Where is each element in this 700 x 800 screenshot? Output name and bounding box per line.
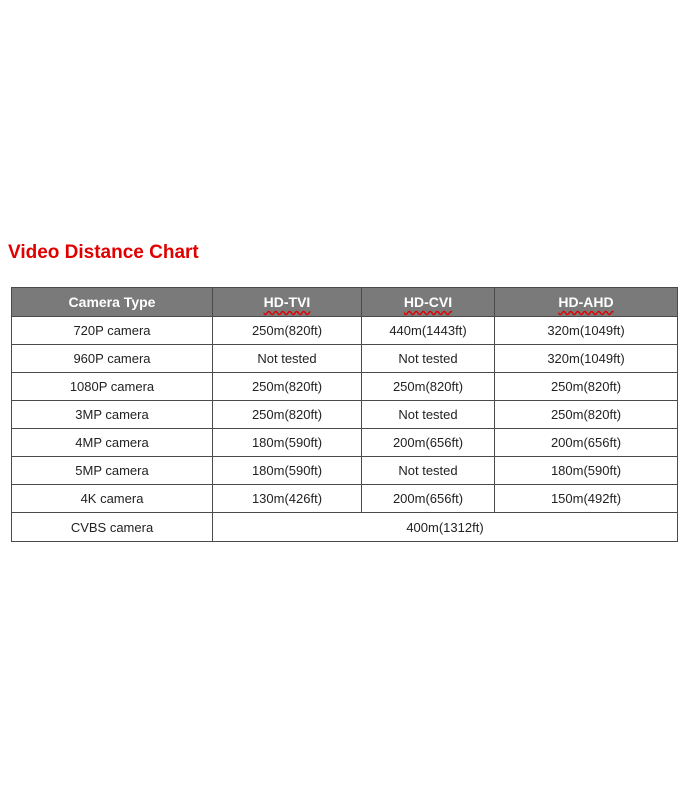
hd-cvi-cell: Not tested <box>362 401 495 429</box>
hd-cvi-cell: 200m(656ft) <box>362 429 495 457</box>
header-hd-cvi: HD-CVI <box>362 288 495 317</box>
table-row <box>12 345 678 373</box>
hd-cvi-cell: Not tested <box>362 457 495 485</box>
chart-title: Video Distance Chart <box>8 242 199 263</box>
hd-ahd-cell: 320m(1049ft) <box>495 317 678 345</box>
cvbs-distance-cell: 400m(1312ft) <box>213 513 678 542</box>
table-row <box>12 457 678 485</box>
table-row <box>12 373 678 401</box>
hd-ahd-cell: 180m(590ft) <box>495 457 678 485</box>
header-camera-type: Camera Type <box>12 288 213 317</box>
hd-cvi-cell: 200m(656ft) <box>362 485 495 513</box>
camera-type-cell: 3MP camera <box>12 401 213 429</box>
camera-type-cell: 4MP camera <box>12 429 213 457</box>
camera-type-cell: 4K camera <box>12 485 213 513</box>
table-row <box>12 429 678 457</box>
header-row <box>12 288 678 317</box>
hd-tvi-cell: 180m(590ft) <box>213 457 362 485</box>
header-hd-tvi: HD-TVI <box>213 288 362 317</box>
hd-tvi-cell: 180m(590ft) <box>213 429 362 457</box>
camera-type-cell: 1080P camera <box>12 373 213 401</box>
hd-cvi-cell: Not tested <box>362 345 495 373</box>
hd-tvi-cell: 250m(820ft) <box>213 317 362 345</box>
hd-ahd-cell: 150m(492ft) <box>495 485 678 513</box>
video-distance-table <box>11 287 678 542</box>
camera-type-cell: 720P camera <box>12 317 213 345</box>
hd-tvi-cell: Not tested <box>213 345 362 373</box>
camera-type-cell: 5MP camera <box>12 457 213 485</box>
hd-ahd-cell: 250m(820ft) <box>495 373 678 401</box>
table-row <box>12 485 678 513</box>
table-row <box>12 401 678 429</box>
hd-ahd-cell: 320m(1049ft) <box>495 345 678 373</box>
hd-ahd-cell: 250m(820ft) <box>495 401 678 429</box>
hd-cvi-cell: 440m(1443ft) <box>362 317 495 345</box>
camera-type-cell: CVBS camera <box>12 513 213 542</box>
camera-type-cell: 960P camera <box>12 345 213 373</box>
cvbs-row <box>12 513 678 542</box>
hd-cvi-cell: 250m(820ft) <box>362 373 495 401</box>
header-hd-ahd: HD-AHD <box>495 288 678 317</box>
hd-tvi-cell: 250m(820ft) <box>213 401 362 429</box>
table-row <box>12 317 678 345</box>
hd-tvi-cell: 250m(820ft) <box>213 373 362 401</box>
hd-ahd-cell: 200m(656ft) <box>495 429 678 457</box>
hd-tvi-cell: 130m(426ft) <box>213 485 362 513</box>
